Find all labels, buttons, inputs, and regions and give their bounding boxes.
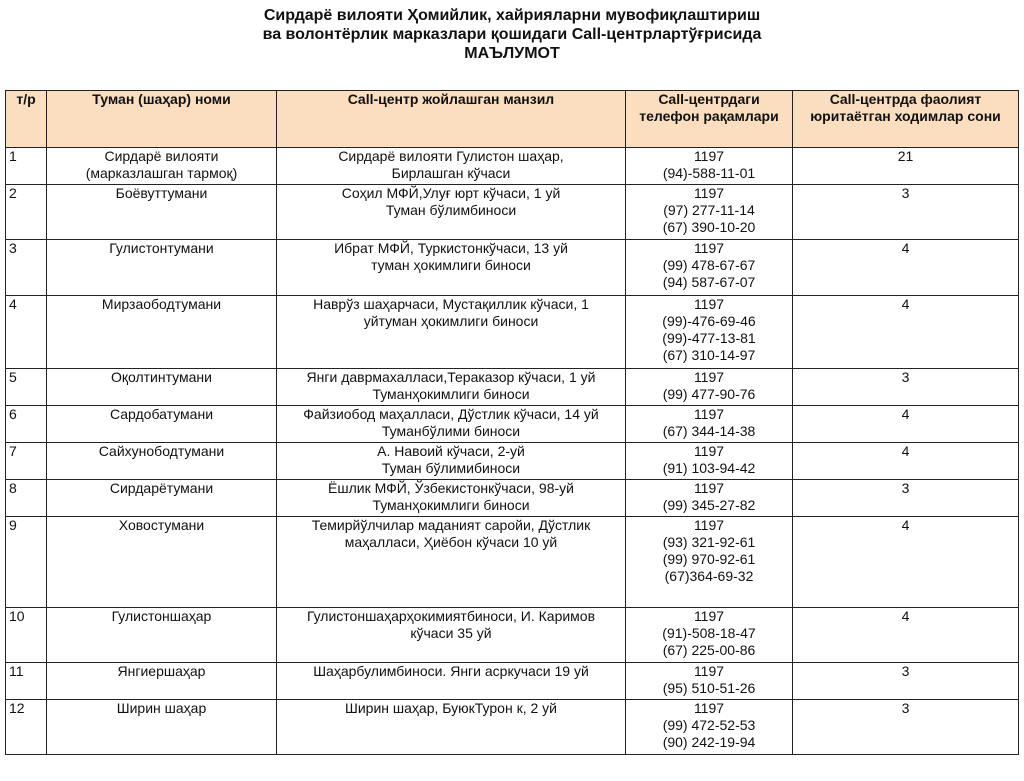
phone-numbers-line: (99) 345-27-82 xyxy=(662,497,756,513)
district-name-line: Оқолтинтумани xyxy=(110,369,212,385)
phone-numbers-line: 1197 xyxy=(693,148,725,164)
staff-count: 4 xyxy=(793,443,1019,480)
row-number: 10 xyxy=(6,608,47,663)
phone-numbers-line: (67)364-69-32 xyxy=(664,568,754,584)
phone-numbers-line: (90) 242-19-94 xyxy=(662,734,756,750)
table-row xyxy=(6,700,1019,755)
table-header-row xyxy=(6,91,1019,148)
call-center-address xyxy=(277,480,626,517)
phone-numbers-line: 1197 xyxy=(693,240,725,256)
table-row xyxy=(6,369,1019,406)
phone-numbers-line: (99)-476-69-46 xyxy=(662,313,756,329)
call-center-address-line: Гулистоншаҳарҳокимиятбиноси, И. Каримов xyxy=(306,608,596,624)
phone-numbers-line: (99) 472-52-53 xyxy=(662,717,756,733)
staff-count: 3 xyxy=(793,369,1019,406)
call-center-address-line: Ёшлик МФЙ, Ўзбекистонкўчаси, 98-уй xyxy=(328,480,574,496)
call-center-address-line: туман ҳокимлиги биноси xyxy=(371,257,531,273)
document-title-line-2: ва волонтёрлик марказлари қошидаги Call-центрлартўғрисида xyxy=(262,26,762,43)
table-row xyxy=(6,663,1019,700)
phone-numbers-line: (99) 478-67-67 xyxy=(662,257,756,273)
call-center-address xyxy=(277,148,626,185)
row-number: 4 xyxy=(6,296,47,369)
row-number: 8 xyxy=(6,480,47,517)
row-number: 3 xyxy=(6,240,47,296)
call-center-address xyxy=(277,663,626,700)
phone-numbers xyxy=(626,148,793,185)
phone-numbers-line: 1197 xyxy=(693,608,725,624)
call-center-address xyxy=(277,296,626,369)
phone-numbers xyxy=(626,185,793,240)
district-name xyxy=(47,240,277,296)
district-name-line: Янгиершаҳар xyxy=(117,663,206,679)
staff-count: 4 xyxy=(793,517,1019,608)
district-name-line: Ховостумани xyxy=(118,517,205,533)
phone-numbers-line: (91)-508-18-47 xyxy=(662,625,756,641)
phone-numbers xyxy=(626,608,793,663)
phone-numbers xyxy=(626,480,793,517)
phone-numbers-line: (67) 390-10-20 xyxy=(662,219,756,235)
table-row xyxy=(6,406,1019,443)
call-center-address xyxy=(277,608,626,663)
call-center-address-line: А. Навоий кўчаси, 2-уй xyxy=(377,443,525,459)
phone-numbers-line: 1197 xyxy=(693,480,725,496)
district-name xyxy=(47,608,277,663)
district-name xyxy=(47,148,277,185)
call-center-address-line: Туман бўлимбиноси xyxy=(385,202,517,218)
district-name-line: Сирдарё вилояти xyxy=(104,148,219,164)
district-name xyxy=(47,296,277,369)
column-header-name: Туман (шаҳар) номи xyxy=(47,91,277,148)
phone-numbers-line: (99) 477-90-76 xyxy=(662,386,756,402)
call-center-address-line: Туман бўлимибиноси xyxy=(381,460,521,476)
table-row xyxy=(6,185,1019,240)
call-center-address-line: Туманбўлими биноси xyxy=(381,423,521,439)
phone-numbers xyxy=(626,517,793,608)
phone-numbers xyxy=(626,240,793,296)
call-center-address-line: Туманҳокимлиги биноси xyxy=(372,386,530,402)
phone-numbers-line: (91) 103-94-42 xyxy=(662,460,756,476)
row-number: 12 xyxy=(6,700,47,755)
phone-numbers-line: (94) 587-67-07 xyxy=(662,274,756,290)
call-center-address xyxy=(277,700,626,755)
call-center-address-line: Наврўз шаҳарчаси, Мустақиллик кўчаси, 1 xyxy=(313,296,589,312)
row-number: 7 xyxy=(6,443,47,480)
district-name xyxy=(47,700,277,755)
table-row xyxy=(6,296,1019,369)
staff-count: 4 xyxy=(793,240,1019,296)
phone-numbers-line: 1197 xyxy=(693,700,725,716)
district-name-line: (марказлашган тармоқ) xyxy=(85,165,238,181)
call-center-address-line: Бирлашган кўчаси xyxy=(391,165,511,181)
district-name xyxy=(47,663,277,700)
district-name-line: Мирзаободтумани xyxy=(101,296,222,312)
district-name-line: Боёвуттумани xyxy=(115,185,208,201)
phone-numbers xyxy=(626,406,793,443)
phone-numbers-line: (94)-588-11-01 xyxy=(662,165,756,181)
call-center-address-line: Шаҳарбулимбиноси. Янги асркучаси 19 уй xyxy=(313,663,589,679)
staff-count: 3 xyxy=(793,700,1019,755)
staff-count: 3 xyxy=(793,480,1019,517)
table-row xyxy=(6,443,1019,480)
district-name-line: Ширин шаҳар xyxy=(116,700,207,716)
row-number: 9 xyxy=(6,517,47,608)
table-body xyxy=(6,148,1019,755)
phone-numbers-line: 1197 xyxy=(693,369,725,385)
district-name xyxy=(47,443,277,480)
district-name xyxy=(47,480,277,517)
phone-numbers-line: (67) 310-14-97 xyxy=(662,347,756,363)
row-number: 2 xyxy=(6,185,47,240)
table-row xyxy=(6,240,1019,296)
staff-count: 4 xyxy=(793,406,1019,443)
phone-numbers xyxy=(626,443,793,480)
column-header-staff: Call-центрда фаолият юритаётган ходимлар сони xyxy=(793,91,1019,148)
call-center-address-line: Ширин шаҳар, БуюкТурон к, 2 уй xyxy=(345,700,557,716)
table-row xyxy=(6,517,1019,608)
phone-numbers xyxy=(626,296,793,369)
staff-count: 3 xyxy=(793,663,1019,700)
district-name-line: Сардобатумани xyxy=(109,406,214,422)
call-center-address xyxy=(277,517,626,608)
district-name-line: Сайхунободтумани xyxy=(98,443,225,459)
document-header xyxy=(0,6,1024,63)
row-number: 6 xyxy=(6,406,47,443)
call-center-address xyxy=(277,369,626,406)
district-name xyxy=(47,406,277,443)
phone-numbers-line: (99)-477-13-81 xyxy=(662,330,756,346)
staff-count: 4 xyxy=(793,608,1019,663)
call-center-address-line: Соҳил МФЙ,Улуғ юрт кўчаси, 1 уй xyxy=(341,185,561,201)
call-center-address-line: уйтуман ҳокимлиги биноси xyxy=(363,313,539,329)
phone-numbers-line: 1197 xyxy=(693,406,725,422)
call-center-address xyxy=(277,443,626,480)
table-row xyxy=(6,608,1019,663)
district-name xyxy=(47,185,277,240)
phone-numbers-line: 1197 xyxy=(693,517,725,533)
phone-numbers-line: 1197 xyxy=(693,296,725,312)
table-header xyxy=(6,91,1019,148)
column-header-phones: Call-центрдаги телефон рақамлари xyxy=(626,91,793,148)
phone-numbers-line: (97) 277-11-14 xyxy=(663,202,755,218)
phone-numbers xyxy=(626,700,793,755)
call-center-table xyxy=(5,90,1019,755)
phone-numbers xyxy=(626,663,793,700)
call-center-address-line: Темирйўлчилар маданият саройи, Дўстлик xyxy=(311,517,591,533)
phone-numbers-line: (93) 321-92-61 xyxy=(662,534,756,550)
district-name xyxy=(47,369,277,406)
call-center-address xyxy=(277,406,626,443)
district-name-line: Гулистоншаҳар xyxy=(111,608,212,624)
phone-numbers-line: (99) 970-92-61 xyxy=(662,551,756,567)
phone-numbers-line: (67) 225-00-86 xyxy=(662,642,756,658)
call-center-address-line: Ибрат МФЙ, Туркистонкўчаси, 13 уй xyxy=(334,240,568,256)
call-center-address xyxy=(277,185,626,240)
call-center-address-line: Сирдарё вилояти Гулистон шаҳар, xyxy=(338,148,564,164)
call-center-address xyxy=(277,240,626,296)
staff-count: 3 xyxy=(793,185,1019,240)
phone-numbers-line: 1197 xyxy=(693,185,725,201)
call-center-address-line: маҳалласи, Ҳиёбон кўчаси 10 уй xyxy=(344,534,558,550)
row-number: 1 xyxy=(6,148,47,185)
phone-numbers xyxy=(626,369,793,406)
row-number: 11 xyxy=(6,663,47,700)
column-header-address: Call-центр жойлашган манзил xyxy=(277,91,626,148)
call-center-address-line: Янги даврмахалласи,Тераказор кўчаси, 1 уй xyxy=(306,369,596,385)
call-center-address-line: кўчаси 35 уй xyxy=(410,625,492,641)
phone-numbers-line: 1197 xyxy=(693,443,725,459)
column-header-num: т/р xyxy=(6,91,47,148)
phone-numbers-line: (67) 344-14-38 xyxy=(662,423,756,439)
district-name-line: Сирдарётумани xyxy=(109,480,214,496)
call-center-address-line: Туманҳокимлиги биноси xyxy=(372,497,530,513)
district-name-line: Гулистонтумани xyxy=(109,240,214,256)
table-row xyxy=(6,480,1019,517)
district-name xyxy=(47,517,277,608)
staff-count: 4 xyxy=(793,296,1019,369)
document-title-line-1: Сирдарё вилояти Ҳомийлик, хайрияларни мувофиқлаштириш xyxy=(263,7,761,24)
phone-numbers-line: (95) 510-51-26 xyxy=(662,680,756,696)
phone-numbers-line: 1197 xyxy=(693,663,725,679)
table-row xyxy=(6,148,1019,185)
row-number: 5 xyxy=(6,369,47,406)
document-title-line-3: МАЪЛУМОТ xyxy=(464,45,560,62)
call-center-address-line: Файзиобод маҳалласи, Дўстлик кўчаси, 14 уй xyxy=(303,406,599,422)
staff-count: 21 xyxy=(793,148,1019,185)
